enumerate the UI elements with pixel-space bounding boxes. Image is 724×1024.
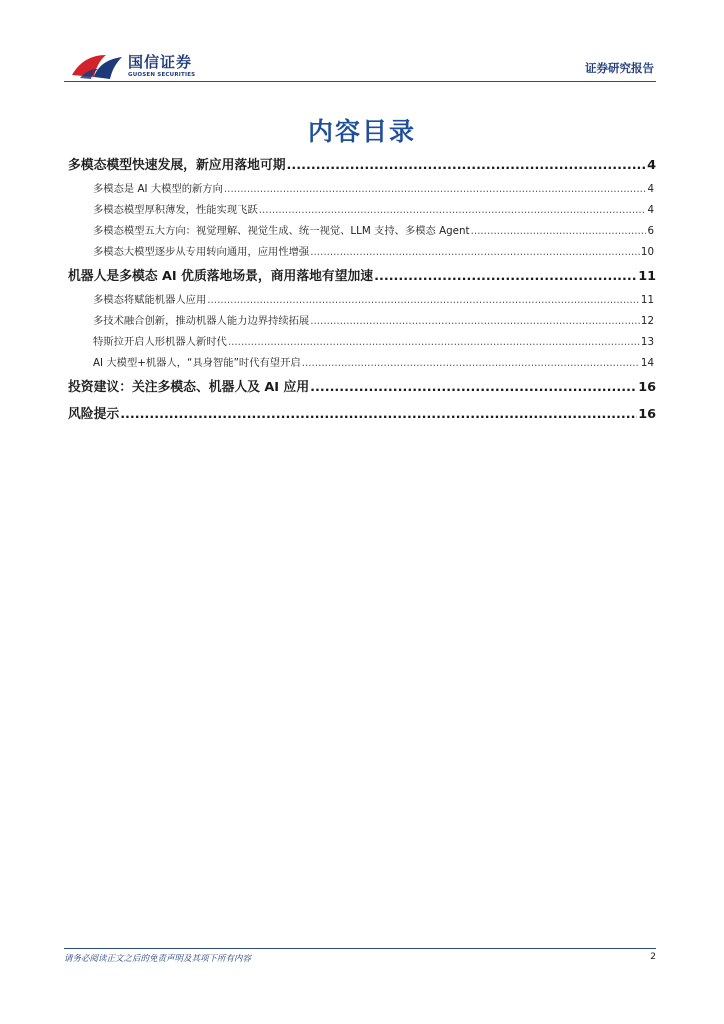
toc-dot-leader	[302, 353, 640, 374]
footer-disclaimer: 请务必阅读正文之后的免责声明及其项下所有内容	[64, 954, 252, 964]
brand-name-cn: 国信证券	[128, 52, 193, 71]
toc-entry-title: 多模态模型五大方向：视觉理解、视觉生成、统一视觉、LLM 支持、多模态 Agent	[93, 225, 470, 237]
footer-divider	[64, 948, 656, 949]
toc-dot-leader	[310, 242, 640, 263]
toc-entry-page: 12	[640, 315, 654, 327]
toc-entry-title: 机器人是多模态 AI 优质落地场景，商用落地有望加速	[68, 269, 374, 284]
toc-entry-title: AI 大模型+机器人，“具身智能”时代有望开启	[93, 357, 301, 369]
report-type-label: 证券研究报告	[585, 61, 654, 75]
toc-entry-page: 4	[647, 183, 654, 195]
toc-entry-page: 11	[638, 269, 656, 284]
toc-entry-page: 10	[640, 246, 654, 258]
toc-entry-title: 多模态大模型逐步从专用转向通用，应用性增强	[93, 246, 310, 258]
toc-entry-section[interactable]	[68, 179, 656, 200]
table-of-contents	[68, 152, 656, 428]
toc-entry-page: 11	[640, 294, 654, 306]
toc-dot-leader	[310, 311, 640, 332]
toc-entry-page: 16	[638, 407, 656, 422]
toc-entry-chapter[interactable]	[68, 401, 656, 428]
toc-dot-leader	[224, 179, 647, 200]
header-divider	[64, 81, 656, 82]
page-number: 2	[650, 952, 656, 962]
toc-entry-title: 多模态模型快速发展，新应用落地可期	[68, 158, 286, 173]
page-header	[64, 46, 656, 86]
toc-dot-leader	[287, 152, 647, 179]
toc-dot-leader	[120, 401, 637, 428]
toc-entry-section[interactable]	[68, 332, 656, 353]
toc-entry-title: 多模态将赋能机器人应用	[93, 294, 207, 306]
toc-entry-title: 多模态模型厚积薄发，性能实现飞跃	[93, 204, 258, 216]
toc-entry-page: 16	[638, 380, 656, 395]
toc-entry-title: 风险提示	[68, 407, 120, 422]
toc-entry-section[interactable]	[68, 353, 656, 374]
toc-entry-page: 4	[647, 158, 656, 173]
brand-logo	[70, 51, 195, 81]
toc-dot-leader	[310, 374, 637, 401]
toc-dot-leader	[471, 221, 647, 242]
toc-entry-chapter[interactable]	[68, 152, 656, 179]
toc-entry-section[interactable]	[68, 221, 656, 242]
brand-name-en: GUOSEN SECURITIES	[128, 71, 196, 78]
toc-entry-section[interactable]	[68, 290, 656, 311]
toc-entry-page: 4	[647, 204, 654, 216]
toc-entry-page: 13	[640, 336, 654, 348]
toc-entry-section[interactable]	[68, 311, 656, 332]
toc-dot-leader	[259, 200, 647, 221]
toc-dot-leader	[374, 263, 637, 290]
toc-entry-title: 特斯拉开启人形机器人新时代	[93, 336, 227, 348]
toc-dot-leader	[207, 290, 640, 311]
toc-entry-page: 14	[640, 357, 654, 369]
toc-title: 内容目录	[307, 117, 416, 146]
toc-entry-title: 多技术融合创新，推动机器人能力边界持续拓展	[93, 315, 310, 327]
toc-entry-section[interactable]	[68, 200, 656, 221]
toc-entry-page: 6	[647, 225, 654, 237]
toc-dot-leader	[228, 332, 640, 353]
toc-entry-section[interactable]	[68, 242, 656, 263]
toc-entry-title: 多模态是 AI 大模型的新方向	[93, 183, 223, 195]
guosen-logo-icon	[70, 51, 124, 81]
toc-entry-chapter[interactable]	[68, 263, 656, 290]
toc-entry-chapter[interactable]	[68, 374, 656, 401]
toc-entry-title: 投资建议：关注多模态、机器人及 AI 应用	[68, 380, 310, 395]
